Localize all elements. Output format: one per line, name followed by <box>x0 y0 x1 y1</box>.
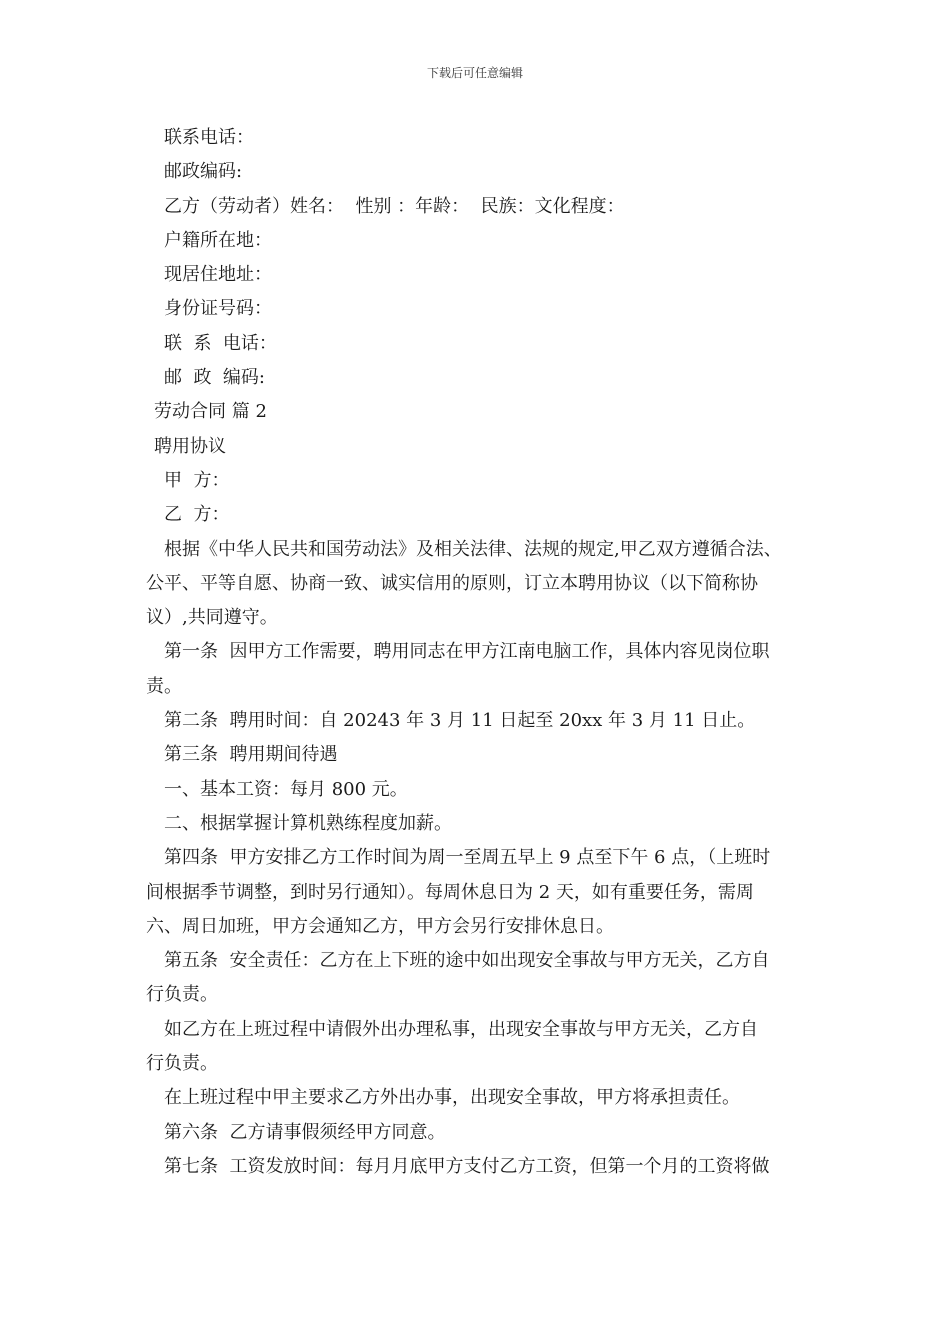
party-b-info-line: 乙方（劳动者）姓名： 性别 ：年龄： 民族：文化程度： <box>164 195 625 217</box>
article-5 <box>146 944 814 1013</box>
article-4 <box>146 841 814 944</box>
contact-phone-line: 联系电话： <box>164 127 254 148</box>
article-4-line-3: 六、周日加班，甲方会通知乙方，甲方会另行安排休息日。 <box>146 915 614 937</box>
article-3-item-1: 一、基本工资：每月 800 元。 <box>164 778 408 800</box>
household-registration-line: 户籍所在地： <box>164 229 272 251</box>
article-1-line-1: 第一条 因甲方工作需要，聘用同志在甲方江南电脑工作，具体内容见岗位职 <box>164 641 770 663</box>
agreement-title: 聘用协议 <box>154 435 226 457</box>
article-6: 第六条 乙方请事假须经甲方同意。 <box>164 1121 446 1143</box>
party-b-phone-line: 联 系 电话： <box>164 332 277 354</box>
preamble-paragraph <box>146 533 814 636</box>
article-4-line-2: 间根据季节调整，到时另行通知）。每周休息日为 2 天，如有重要任务，需周 <box>146 881 754 903</box>
id-number-line: 身份证号码： <box>164 298 272 320</box>
article-3: 第三条 聘用期间待遇 <box>164 744 338 766</box>
preamble-line-1: 根据《中华人民共和国劳动法》及相关法律、法规的规定,甲乙双方遵循合法、 <box>164 538 782 560</box>
party-a-line: 甲 方： <box>164 469 230 491</box>
article-5-clause-2 <box>146 1013 814 1082</box>
article-3-item-2: 二、根据掌握计算机熟练程度加薪。 <box>164 812 452 834</box>
page-header: 下载后可任意编辑 <box>426 66 523 80</box>
article-5-clause-2-line-1: 如乙方在上班过程中请假外出办理私事，出现安全事故与甲方无关，乙方自 <box>164 1018 758 1040</box>
article-7: 第七条 工资发放时间：每月月底甲方支付乙方工资，但第一个月的工资将做 <box>164 1155 770 1177</box>
article-5-line-1: 第五条 安全责任：乙方在上下班的途中如出现安全事故与甲方无关，乙方自 <box>164 950 770 972</box>
article-1-line-2: 责。 <box>146 675 182 697</box>
party-b-postal-line: 邮 政 编码: <box>164 367 265 389</box>
preamble-line-3: 议）,共同遵守。 <box>146 607 278 629</box>
article-5-line-2: 行负责。 <box>146 984 218 1006</box>
article-1 <box>146 635 814 704</box>
party-b-line: 乙 方： <box>164 504 230 526</box>
current-address-line: 现居住地址： <box>164 264 272 286</box>
document-body <box>146 121 814 1184</box>
article-5-clause-3: 在上班过程中甲主要求乙方外出办事，出现安全事故，甲方将承担责任。 <box>164 1087 740 1109</box>
section-title: 劳动合同 篇 2 <box>154 401 267 423</box>
postal-code-line: 邮政编码: <box>164 161 243 183</box>
article-4-line-1: 第四条 甲方安排乙方工作时间为周一至周五早上 9 点至下午 6 点，（上班时 <box>164 847 771 869</box>
article-2: 第二条 聘用时间：自 20243 年 3 月 11 日起至 20xx 年 3 月 11 日止。 <box>164 710 756 732</box>
preamble-line-2: 公平、平等自愿、协商一致、诚实信用的原则，订立本聘用协议（以下简称协 <box>146 572 758 594</box>
article-5-clause-2-line-2: 行负责。 <box>146 1053 218 1075</box>
